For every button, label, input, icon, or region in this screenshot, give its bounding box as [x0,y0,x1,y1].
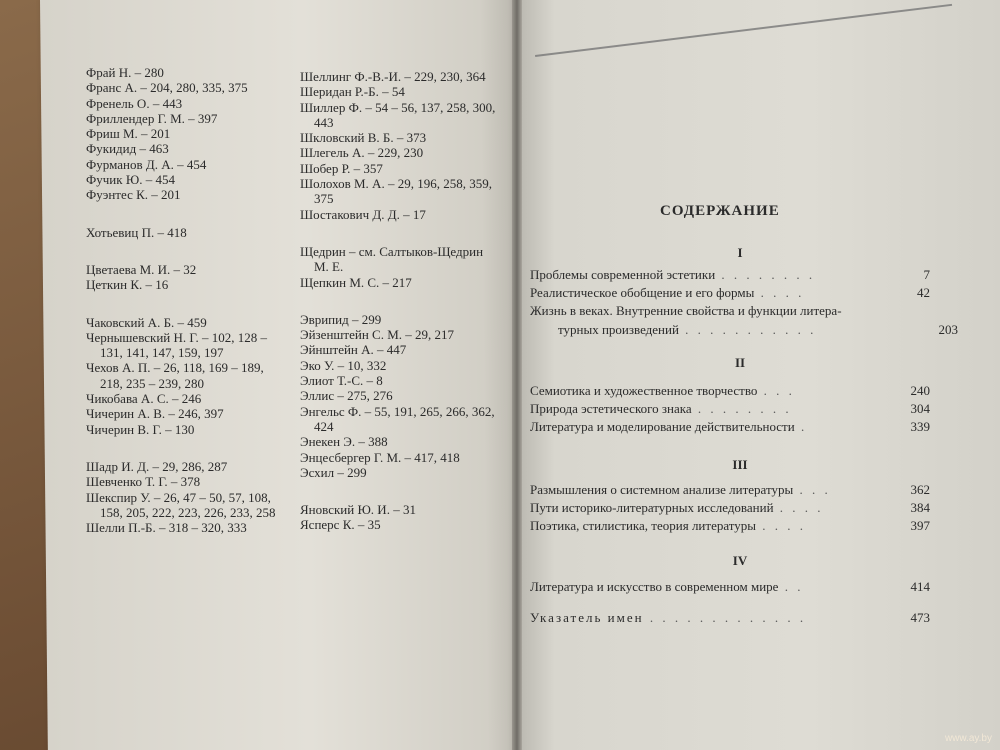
index-entry: Чехов А. П. – 26, 118, 169 – 189, [86,360,264,376]
toc-entry-title: Литература и искусство в современном мире [530,579,779,594]
toc-entry-title: Указатель имен [530,610,644,625]
index-entry: М. Е. [314,259,344,275]
toc-leader-dots: . . [778,579,804,594]
index-entry: Франс А. – 204, 280, 335, 375 [86,80,248,96]
toc-leader-dots: . . . . [773,500,824,515]
index-entry: Щепкин М. С. – 217 [300,274,412,290]
toc-entry-title: Жизнь в веках. Внутренние свойства и функции литера- [530,303,842,318]
index-entry: Фриш М. – 201 [86,126,171,142]
toc-section-numeral: IV [732,553,748,568]
toc-entry-title: Литература и моделирование действительности [530,419,795,434]
index-entry: Шелли П.-Б. – 318 – 320, 333 [86,520,247,536]
index-entry: Фукидид – 463 [86,141,169,157]
index-entry: Цеткин К. – 16 [86,277,169,293]
toc-section-numeral: I [737,245,743,260]
index-entry: Эсхил – 299 [300,464,367,480]
right-page [516,0,1000,750]
index-entry: Яновский Ю. И. – 31 [300,502,416,518]
index-entry: Шостакович Д. Д. – 17 [300,206,426,222]
toc-title: СОДЕРЖАНИЕ [660,203,780,219]
toc-page-number: 339 [910,419,930,434]
index-entry: 131, 141, 147, 159, 197 [100,345,224,361]
index-entry: Шлегель А. – 229, 230 [300,145,424,161]
index-entry: Энекен Э. – 388 [300,434,388,450]
toc-page-number: 397 [910,518,930,533]
index-entry: Эко У. – 10, 332 [300,357,387,373]
toc-section-numeral: III [732,457,748,472]
index-entry: 443 [314,114,334,130]
index-entry: Шолохов М. А. – 29, 196, 258, 359, [300,176,492,192]
toc-leader-dots: . . . . . . . . . . . . . [643,610,807,625]
index-entry: Элиот Т.-С. – 8 [300,373,383,389]
index-gap [86,293,276,315]
toc-entry-title: Размышления о системном анализе литературы [530,482,794,497]
index-entry: Шевченко Т. Г. – 378 [86,474,201,490]
index-entry: Фрай Н. – 280 [86,65,164,80]
index-entry: Эллис – 275, 276 [300,388,393,404]
index-entry: Фучик Ю. – 454 [86,172,175,188]
watermark: www.ay.by [944,733,992,744]
index-entry: Чаковский А. Б. – 459 [86,314,207,330]
toc-page-number: 362 [910,482,930,497]
index-entry: Эйнштейн А. – 447 [300,342,407,358]
index-entry: Шекспир У. – 26, 47 – 50, 57, 108, [86,489,271,505]
index-entry: Цветаева М. И. – 32 [86,261,197,277]
toc-leader-dots: . . . [793,482,831,497]
index-column-right [300,69,495,533]
toc-entry[interactable] [530,303,930,319]
index-gap [300,290,495,312]
toc-entry-title: Природа эстетического знака [530,401,692,416]
index-entry: Эйзенштейн С. М. – 29, 217 [300,327,455,343]
index-gap [300,480,495,502]
toc-page-number: 473 [910,610,930,625]
index-entry: 424 [314,418,334,434]
book-gutter [512,0,522,750]
index-gap [86,437,276,459]
toc-entry-title: Семиотика и художественное творчество [530,383,758,398]
index-entry: Шобер Р. – 357 [300,160,383,176]
toc-entry[interactable] [530,401,930,417]
toc-entry[interactable] [530,500,930,516]
toc-entry-title: Поэтика, стилистика, теория литературы [530,518,757,533]
index-entry: Чикобава А. С. – 246 [86,391,202,407]
toc-entry-title: турных произведений [558,322,679,337]
toc-leader-dots: . . . . [754,285,805,300]
index-entry: Щедрин – см. Салтыков-Щедрин [300,243,484,259]
toc-leader-dots: . . . . . . . . [715,267,816,282]
index-entry: Френель О. – 443 [86,95,183,111]
index-entry: 375 [314,191,334,207]
index-entry: Фуэнтес К. – 201 [86,187,181,203]
index-entry: 218, 235 – 239, 280 [100,375,204,391]
toc-page-number: 203 [938,322,958,337]
index-gap [86,203,276,225]
index-entry: Хотьевиц П. – 418 [86,224,187,240]
index-entry: Шадр И. Д. – 29, 286, 287 [86,458,228,474]
toc-leader-dots: . . . . . . . . [691,401,792,416]
toc-leader-dots: . . . . . . . . . . . [678,322,817,337]
index-entry: 158, 205, 222, 223, 226, 233, 258 [100,504,276,520]
toc-entry-title: Проблемы современной эстетики [530,267,716,282]
toc-entry[interactable] [530,579,930,595]
index-gap [300,222,495,244]
index-entry: Шкловский В. Б. – 373 [300,130,427,146]
toc-section-numeral: II [734,355,746,370]
index-entry: Ясперс К. – 35 [300,517,381,533]
toc-entry-title: Пути историко-литературных исследований [530,500,774,515]
index-entry: Чичерин В. Г. – 130 [86,421,195,437]
index-entry: Чернышевский Н. Г. – 102, 128 – [86,329,267,345]
toc-entry-title: Реалистическое обобщение и его формы [530,285,755,300]
index-entry: Энгельс Ф. – 55, 191, 265, 266, 362, [300,403,495,419]
toc-leader-dots: . . . . [756,518,807,533]
index-entry: Чичерин А. В. – 246, 397 [86,406,224,422]
toc-entry[interactable] [530,267,930,283]
index-entry: Шеллинг Ф.-В.-И. – 229, 230, 364 [300,69,486,84]
toc-entry[interactable] [530,322,958,338]
toc-page-number: 42 [917,285,930,300]
toc-entry-index[interactable] [530,610,930,626]
toc-page-number: 7 [923,267,930,282]
toc-entry[interactable] [530,482,930,498]
index-column-left [86,65,276,535]
index-entry: Фриллендер Г. М. – 397 [86,110,218,126]
toc-entry[interactable] [530,383,930,399]
index-entry: Шиллер Ф. – 54 – 56, 137, 258, 300, [300,99,496,115]
toc-leader-dots: . . . [757,383,795,398]
toc-page-number: 384 [910,500,930,515]
index-gap [86,240,276,262]
index-entry: Фурманов Д. А. – 454 [86,156,207,172]
toc-page-number: 414 [910,579,930,594]
index-entry: Энцесбергер Г. М. – 417, 418 [300,449,460,465]
toc-entry[interactable] [530,285,930,301]
toc-entry[interactable] [530,419,930,435]
toc-entry[interactable] [530,518,930,534]
toc-leader-dots: . [794,419,808,434]
toc-page-number: 240 [910,383,930,398]
toc-page-number: 304 [910,401,930,416]
index-entry: Эврипид – 299 [300,311,382,327]
index-entry: Шеридан Р.-Б. – 54 [300,84,405,100]
